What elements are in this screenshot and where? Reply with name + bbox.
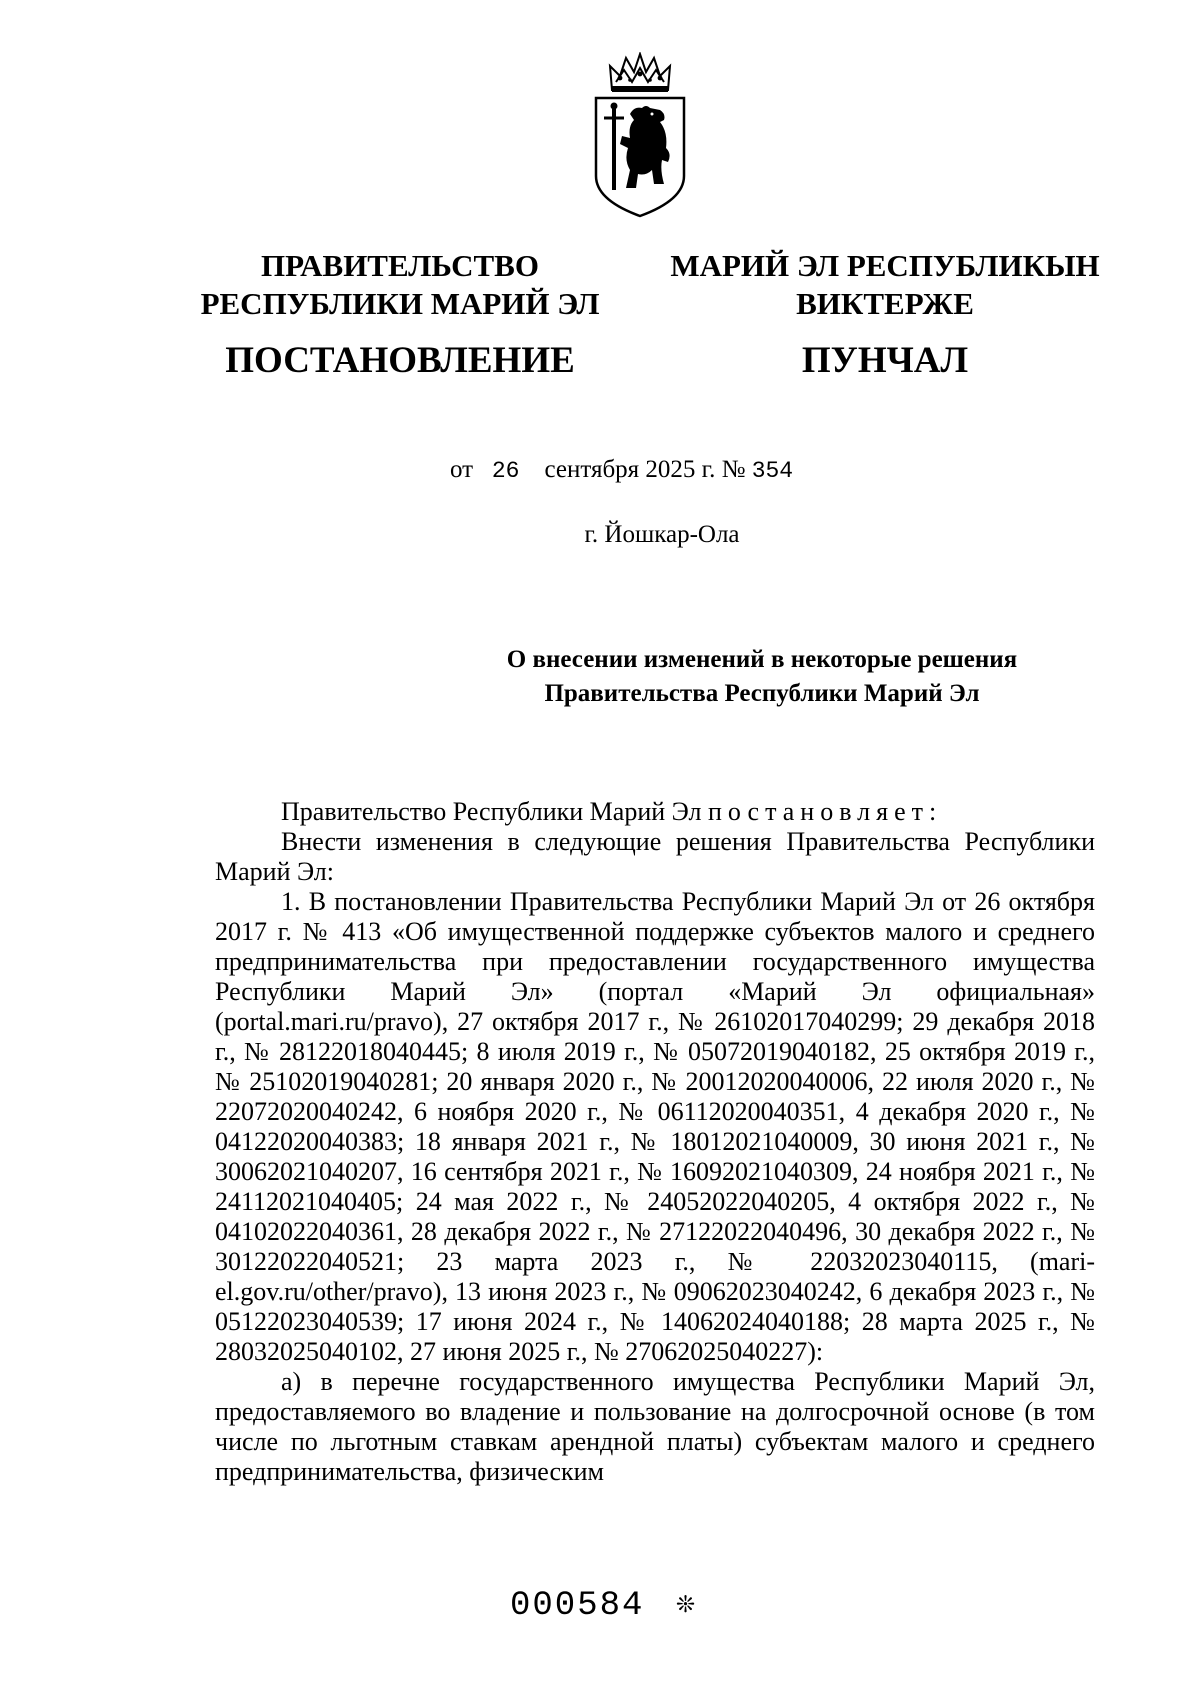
document-dateline	[450, 456, 793, 484]
document-body	[215, 797, 1095, 1487]
header-right-title: ПУНЧАЛ	[801, 340, 969, 381]
header-left	[200, 250, 600, 379]
body-paragraph-2: Внести изменения в следующие решения Правительства Республики Марий Эл:	[215, 827, 1095, 886]
dateline-number: 354	[751, 458, 794, 484]
header-left-line2: РЕСПУБЛИКИ МАРИЙ ЭЛ	[200, 286, 600, 321]
header-left-title: ПОСТАНОВЛЕНИЕ	[225, 340, 575, 381]
p1-lead: Правительство Республики Марий Эл	[281, 797, 702, 826]
header-left-line1: ПРАВИТЕЛЬСТВО	[261, 248, 539, 283]
footer-serial: 000584	[510, 1587, 645, 1625]
title-line1: О внесении изменений в некоторые решения	[506, 646, 1018, 673]
snowflake-icon: ❊	[676, 1588, 697, 1622]
p1-spaced: постановляет:	[707, 797, 943, 826]
document-footer	[510, 1585, 696, 1625]
dateline-day: 26	[491, 458, 520, 484]
document-city: г. Йошкар-Ола	[584, 521, 740, 548]
coat-of-arms-icon	[590, 52, 690, 224]
header-right-line2: ВИКТЕРЖЕ	[796, 286, 974, 321]
title-line2: Правительства Республики Марий Эл	[544, 680, 980, 707]
header-right-line1: МАРИЙ ЭЛ РЕСПУБЛИКЫН	[670, 248, 1100, 283]
body-paragraph-1	[215, 797, 1095, 827]
body-paragraph-3: 1. В постановлении Правительства Республики Марий Эл от 26 октября 2017 г. № 413 «Об имущественной поддержке субъектов малого и среднего предпринимательства при предоставлении государственного имущества Республики Марий Эл» (портал «Марий Эл официальная» (portal.mari.ru/pravo), 27 октября 2017 г., № 26102017040299; 29 декабря 2018 г., № 28122018040445; 8 июля 2019 г., № 05072019040182, 25 октября 2019 г., № 25102019040281; 20 января 2020 г., № 20012020040006, 22 июля 2020 г., № 22072020040242, 6 ноября 2020 г., № 06112020040351, 4 декабря 2020 г., № 04122020040383; 18 января 2021 г., № 18012021040009, 30 июня 2021 г., № 30062021040207, 16 сентября 2021 г., № 16092021040309, 24 ноября 2021 г., № 24112021040405; 24 мая 2022 г., № 24052022040205, 4 октября 2022 г., № 04102022040361, 28 декабря 2022 г., № 27122022040496, 30 декабря 2022 г., № 30122022040521; 23 марта 2023 г., № 22032023040115, (mari-el.gov.ru/other/pravo), 13 июня 2023 г., № 09062023040242, 6 декабря 2023 г., № 05122023040539; 17 июня 2024 г., № 14062024040188; 28 марта 2025 г., № 28032025040102, 27 июня 2025 г., № 27062025040227):	[215, 887, 1095, 1366]
body-paragraph-4: а) в перечне государственного имущества Республики Марий Эл, предоставляемого во владение и пользование на долгосрочной основе (в том числе по льготным ставкам арендной платы) субъектам малого и среднего предпринимательства, физическим	[215, 1367, 1095, 1486]
document-title	[200, 643, 1200, 711]
header-right	[660, 250, 1110, 379]
dateline-month-year: сентября 2025 г. №	[544, 456, 746, 483]
dateline-prefix: от	[450, 456, 474, 483]
